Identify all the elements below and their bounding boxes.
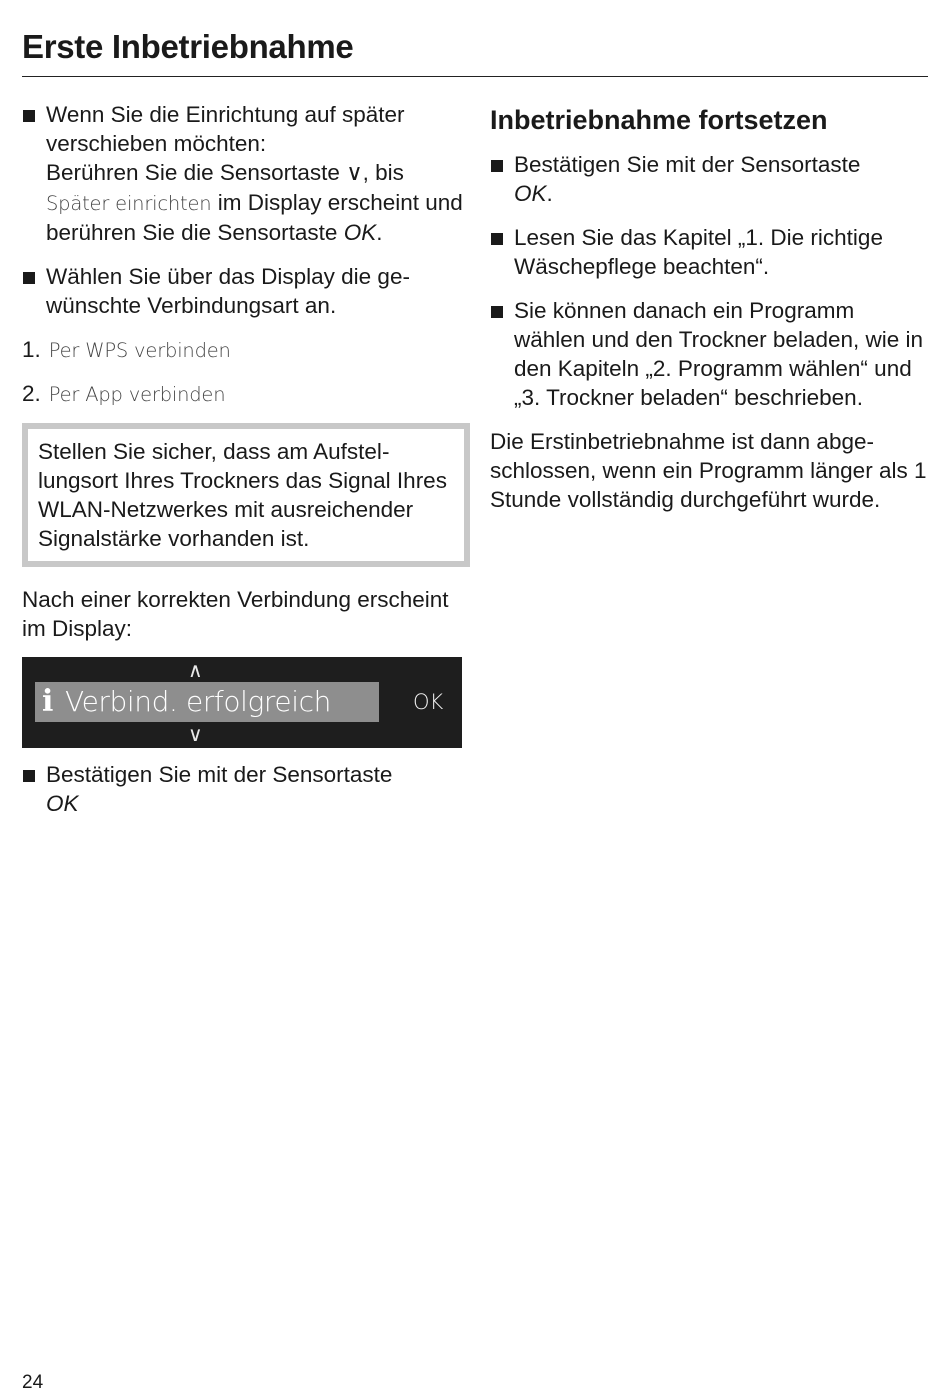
bullet-read-chapter <box>490 223 930 281</box>
page-title: Erste Inbetriebnahme <box>22 28 354 65</box>
bullet-text: Bestätigen Sie mit der Sensortaste OK. <box>514 152 861 206</box>
down-sensor-key-symbol: ∨ <box>346 160 363 186</box>
ok-key-label: OK <box>46 791 79 816</box>
bullet-choose-connection <box>22 262 464 320</box>
bullet-confirm-ok <box>490 150 930 208</box>
option-number: 2. <box>22 381 41 406</box>
bullet-text: Wählen Sie über das Display die gewünschte Verbindungsart an. <box>46 264 410 318</box>
info-icon: i <box>42 684 54 719</box>
bullet-square-icon <box>23 272 35 284</box>
display-label-later: Später einrichten <box>46 192 212 215</box>
bullet-text: Bestätigen Sie mit der Sensortaste OK <box>46 762 393 816</box>
ok-key-label: OK <box>343 220 377 245</box>
note-text: Stellen Sie sicher, dass am Aufstellungsort Ihres Trockners das Signal Ihres WLAN-Netzwerkes mit ausreichender Signalstärke vorhanden ist. <box>38 439 447 551</box>
bullet-text: Sie können danach ein Programm wählen und den Trockner beladen, wie in den Kapiteln „2. Programm wählen“ und „3. Trockner beladen“ beschrieben. <box>514 298 924 410</box>
down-arrow-icon: ∨ <box>188 722 203 746</box>
after-connect-text: Nach einer korrekten Verbindung erscheint im Display: <box>22 587 449 641</box>
bullet-square-icon <box>23 770 35 782</box>
bullet-square-icon <box>491 233 503 245</box>
bullet-square-icon <box>23 110 35 122</box>
wlan-signal-note <box>22 423 470 567</box>
bullet-text: Lesen Sie das Kapitel „1. Die richtige Wäschepflege beachten“. <box>514 225 883 279</box>
display-message: Verbind. erfolgreich <box>65 685 331 718</box>
option-app <box>22 379 464 409</box>
option-label: Per App verbinden <box>48 383 226 406</box>
bullet-choose-program <box>490 296 930 412</box>
title-divider <box>22 76 928 77</box>
bullet-postpone-setup <box>22 100 464 247</box>
left-column <box>22 100 464 833</box>
device-display <box>22 657 462 748</box>
page-number: 24 <box>22 1372 44 1393</box>
option-label: Per WPS verbinden <box>48 339 231 362</box>
bullet-text: Wenn Sie die Einrichtung auf später verschieben möchten: Berühren Sie die Sensortaste ∨, bis Später einrichten im Display erscheint und berühren Sie die Sensortaste OK. <box>46 102 463 245</box>
option-wps <box>22 335 464 365</box>
bullet-square-icon <box>491 306 503 318</box>
closing-text: Die Erstinbetriebnahme ist dann abgeschlossen, wenn ein Programm länger als 1 Stunde vollständig durchgeführt wurde. <box>490 429 927 512</box>
ok-key-label: OK <box>514 181 547 206</box>
display-ok-label: OK <box>413 690 444 714</box>
up-arrow-icon: ∧ <box>188 658 203 682</box>
bullet-confirm-ok <box>22 760 464 818</box>
option-number: 1. <box>22 337 41 362</box>
section-heading: Inbetriebnahme fortsetzen <box>490 105 828 135</box>
bullet-square-icon <box>491 160 503 172</box>
right-column <box>490 100 930 528</box>
